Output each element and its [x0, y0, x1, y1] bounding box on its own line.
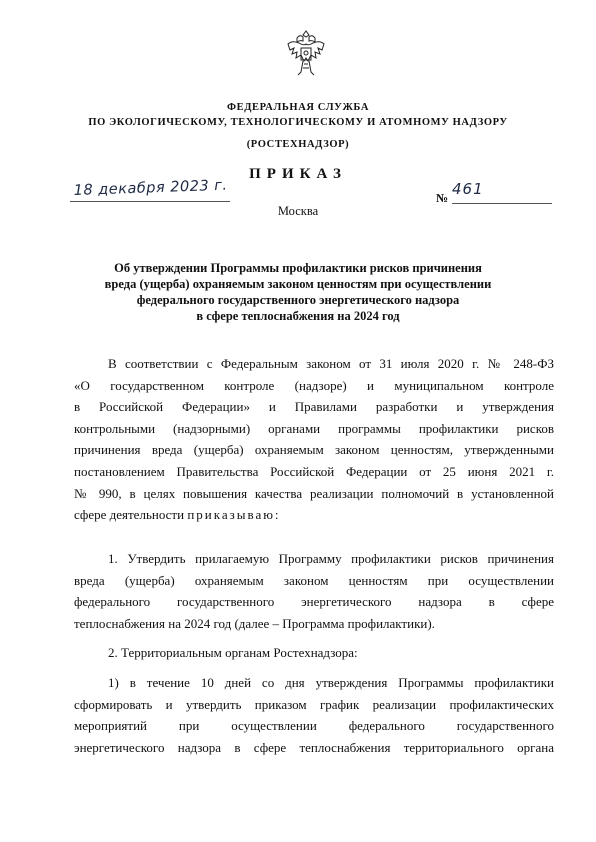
text-line: причинения вреда (ущерба) охраняемым законом ценностям, утвержденными: [74, 442, 554, 458]
text-line: федерального государственного энергетического надзора в сфере: [74, 594, 554, 610]
text-line-prefix: сфере деятельности: [74, 507, 188, 523]
document-subject: [90, 260, 506, 324]
org-abbreviation: (РОСТЕХНАДЗОР): [246, 139, 350, 150]
text-line: контрольными (надзорными) органами программы профилактики рисков: [74, 420, 554, 436]
text-line: постановлением Правительства Российской Федерации от 25 июня 2021 г.: [74, 463, 554, 479]
text-line: вреда (ущерба) охраняемым законом ценностям при осуществлении: [74, 572, 554, 588]
preamble-paragraph: [74, 353, 554, 526]
org-name-line1: ФЕДЕРАЛЬНАЯ СЛУЖБА: [226, 102, 370, 113]
handwritten-number: 461: [452, 180, 484, 198]
subject-line: вреда (ущерба) охраняемым законом ценностям при осуществлении: [104, 277, 492, 291]
text-line: В соответствии с Федеральным законом от 31 июля 2020 г. № 248-ФЗ: [108, 356, 554, 371]
subject-line: Об утверждении Программы профилактики рисков причинения: [114, 261, 482, 275]
text-line: [74, 504, 554, 526]
text-line: в Российской Федерации» и Правилами разработки и утверждения: [74, 399, 554, 415]
handwritten-date: 18 декабря 2023 г.: [73, 177, 228, 199]
order-word: приказываю:: [187, 507, 281, 523]
item-1-paragraph: [74, 548, 554, 634]
item-2-paragraph: [74, 642, 554, 664]
date-underline: [70, 201, 230, 202]
city: Москва: [277, 204, 319, 218]
text-line: сформировать и утвердить приказом график реализации профилактических: [74, 696, 554, 712]
text-line: энергетического надзора в сфере теплоснабжения территориального органа: [74, 739, 554, 755]
document-type-title: ПРИКАЗ: [249, 166, 347, 182]
text-line: 2. Территориальным органам Ростехнадзора:: [108, 645, 358, 660]
text-line: «О государственном контроле (надзоре) и муниципальном контроле: [74, 377, 554, 393]
item-2-1-paragraph: [74, 672, 554, 758]
org-name-line2: ПО ЭКОЛОГИЧЕСКОМУ, ТЕХНОЛОГИЧЕСКОМУ И АТОМНОМУ НАДЗОРУ: [88, 117, 508, 128]
text-line: теплоснабжения на 2024 год (далее – Программа профилактики).: [74, 615, 435, 631]
text-line: 1) в течение 10 дней со дня утверждения Программы профилактики: [108, 675, 554, 690]
subject-line: федерального государственного энергетического надзора: [136, 293, 460, 307]
text-line: мероприятий при осуществлении федерального государственного: [74, 718, 554, 734]
text-line: № 990, в целях повышения качества реализации полномочий в установленной: [74, 485, 554, 501]
coat-of-arms-icon: [284, 28, 328, 82]
text-line: 1. Утвердить прилагаемую Программу профилактики рисков причинения: [108, 551, 554, 566]
subject-line: в сфере теплоснабжения на 2024 год: [196, 309, 400, 323]
number-sign: №: [436, 191, 449, 205]
